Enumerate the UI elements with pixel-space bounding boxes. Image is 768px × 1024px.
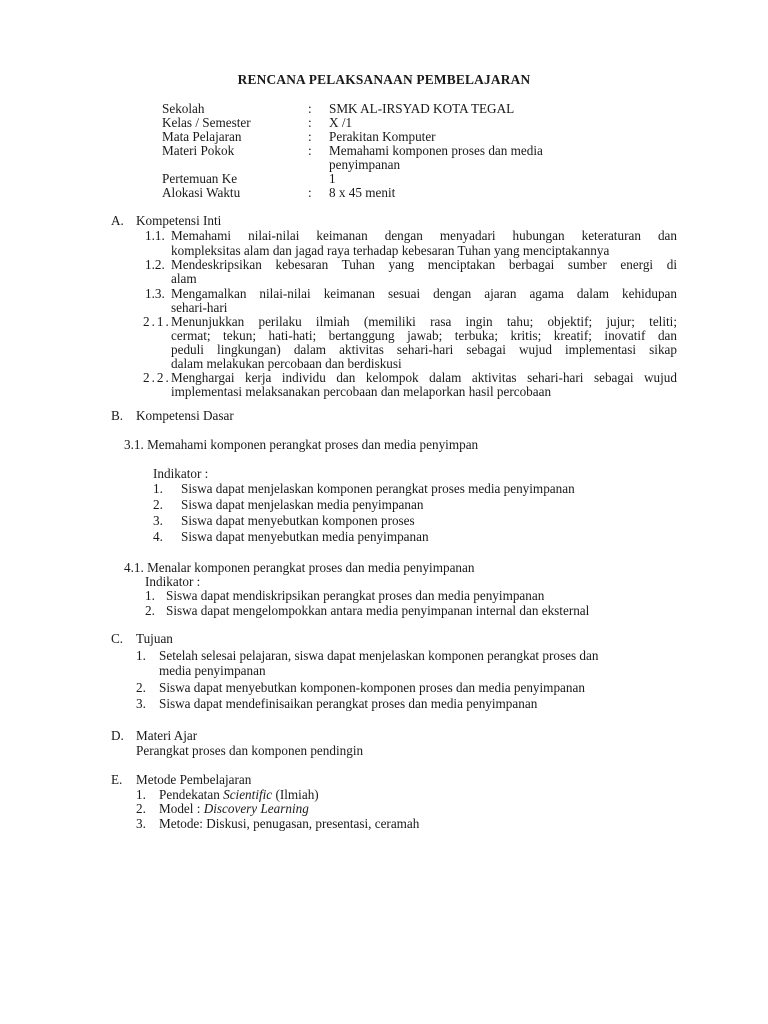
kd-title: 4.1. Menalar komponen perangkat proses dan media penyimpanan (124, 560, 475, 575)
item-text: dalam melakukan percobaan dan berdiskusi (171, 356, 402, 371)
section-heading: Materi Ajar (136, 728, 198, 743)
section-letter: A. (111, 213, 124, 228)
tujuan-number: 1. (136, 648, 146, 663)
section-letter: B. (111, 408, 124, 423)
identity-value-materi-cont: penyimpanan (329, 157, 401, 172)
identity-label-alokasi: Alokasi Waktu (162, 185, 241, 200)
item-text: Mendeskripsikan kebesaran Tuhan yang menciptakan berbagai sumber energi di (171, 257, 677, 272)
section-heading: Metode Pembelajaran (136, 772, 252, 787)
indicator-text: Siswa dapat menyebutkan komponen proses (181, 513, 415, 528)
item-text: peduli lingkungan) dalam aktivitas sehari-hari sebagai wujud implementasi sikap (171, 342, 677, 357)
section-heading: Kompetensi Dasar (136, 408, 234, 423)
metode-number: 1. (136, 787, 146, 802)
tujuan-text: Siswa dapat mendefinisaikan perangkat proses dan media penyimpanan (159, 696, 538, 711)
indicator-number: 2. (153, 497, 163, 512)
identity-value-materi: Memahami komponen proses dan media (329, 143, 543, 158)
section-letter: C. (111, 631, 124, 646)
tujuan-number: 2. (136, 680, 146, 695)
indicator-number: 1. (145, 588, 155, 603)
indikator-label: Indikator : (145, 574, 201, 589)
item-text: kompleksitas alam dan jagad raya terhadap kebesaran Tuhan yang menciptakannya (171, 243, 610, 258)
item-number: 1.1. (145, 228, 165, 243)
identity-value-alokasi: 8 x 45 menit (329, 185, 396, 200)
tujuan-text: Siswa dapat menyebutkan komponen-komponen proses dan media penyimpanan (159, 680, 585, 695)
metode-number: 3. (136, 816, 146, 831)
item-text: Mengamalkan nilai-nilai keimanan sesuai dengan ajaran agama dalam kehidupan (171, 286, 677, 301)
identity-colon: : (308, 115, 312, 130)
indicator-number: 3. (153, 513, 163, 528)
metode-text: Metode: Diskusi, penugasan, presentasi, ceramah (159, 816, 420, 831)
item-text: Memahami nilai-nilai keimanan dengan menyadari hubungan keteraturan dan (171, 228, 677, 243)
indicator-number: 2. (145, 603, 155, 618)
indikator-label: Indikator : (153, 466, 209, 481)
indicator-text: Siswa dapat menyebutkan media penyimpanan (181, 529, 429, 544)
identity-colon: : (308, 129, 312, 144)
item-number: 1.2. (145, 257, 165, 272)
identity-label-kelas: Kelas / Semester (162, 115, 251, 130)
metode-text: Pendekatan Scientific (Ilmiah) (159, 787, 319, 802)
item-number: 2.1. (143, 314, 171, 329)
document-title: RENCANA PELAKSANAAN PEMBELAJARAN (237, 72, 531, 87)
indicator-text: Siswa dapat mengelompokkan antara media penyimpanan internal dan eksternal (166, 603, 590, 618)
identity-value-mapel: Perakitan Komputer (329, 129, 436, 144)
kd-title: 3.1. Memahami komponen perangkat proses dan media penyimpan (124, 437, 479, 452)
identity-colon: : (308, 185, 312, 200)
indicator-number: 1. (153, 481, 163, 496)
indicator-number: 4. (153, 529, 163, 544)
item-text: cermat; tekun; hati-hati; bertanggung jawab; terbuka; kritis; kreatif; inovatif dan (171, 328, 677, 343)
indicator-text: Siswa dapat menjelaskan komponen perangkat proses media penyimpanan (181, 481, 575, 496)
item-text: Menghargai kerja individu dan kelompok dalam aktivitas sehari-hari sebagai wujud (171, 370, 677, 385)
identity-value-sekolah: SMK AL-IRSYAD KOTA TEGAL (329, 101, 515, 116)
section-letter: D. (111, 728, 124, 743)
identity-value-pertemuan: 1 (329, 171, 336, 186)
identity-label-mapel: Mata Pelajaran (162, 129, 242, 144)
identity-value-kelas: X /1 (329, 115, 353, 130)
item-text: alam (171, 271, 197, 286)
section-heading: Kompetensi Inti (136, 213, 222, 228)
item-text: sehari-hari (171, 300, 228, 315)
tujuan-text: media penyimpanan (159, 663, 266, 678)
item-text: implementasi melaksanakan percobaan dan melaporkan hasil percobaan (171, 384, 552, 399)
identity-colon: : (308, 101, 312, 116)
metode-text: Model : Discovery Learning (159, 801, 309, 816)
identity-label-pertemuan: Pertemuan Ke (162, 171, 238, 186)
indicator-text: Siswa dapat menjelaskan media penyimpanan (181, 497, 424, 512)
item-number: 1.3. (145, 286, 165, 301)
item-number: 2.2. (143, 370, 171, 385)
metode-number: 2. (136, 801, 146, 816)
section-heading: Tujuan (136, 631, 173, 646)
tujuan-text: Setelah selesai pelajaran, siswa dapat menjelaskan komponen perangkat proses dan (159, 648, 599, 663)
identity-label-sekolah: Sekolah (162, 101, 205, 116)
section-letter: E. (111, 772, 123, 787)
item-text: Menunjukkan perilaku ilmiah (memiliki rasa ingin tahu; objektif; jujur; teliti; (171, 314, 677, 329)
identity-label-materi: Materi Pokok (162, 143, 235, 158)
materi-ajar-text: Perangkat proses dan komponen pendingin (136, 743, 364, 758)
indicator-text: Siswa dapat mendiskripsikan perangkat proses dan media penyimpanan (166, 588, 545, 603)
identity-colon: : (308, 143, 312, 158)
tujuan-number: 3. (136, 696, 146, 711)
